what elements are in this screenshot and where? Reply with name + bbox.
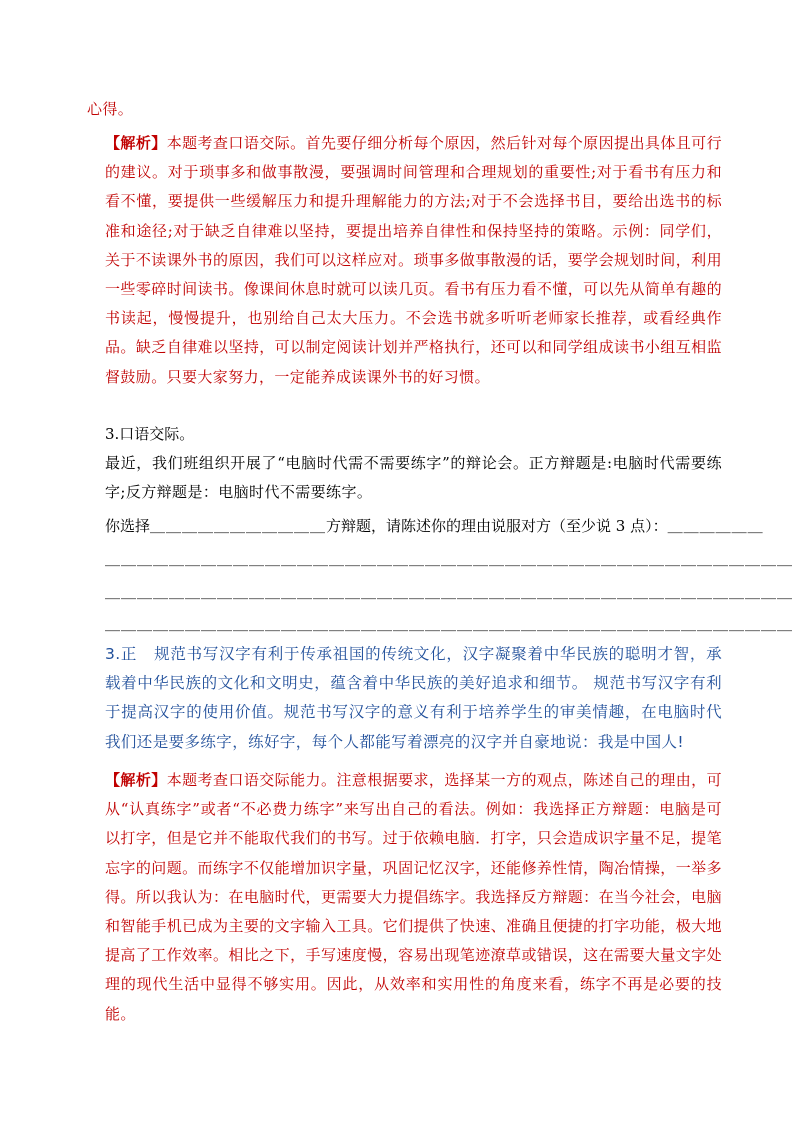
answer-number: 3.正 bbox=[105, 645, 138, 663]
answer-paragraph bbox=[105, 640, 722, 757]
analysis-paragraph-1 bbox=[105, 129, 722, 392]
analysis-paragraph-2 bbox=[105, 766, 722, 1029]
question-paragraph bbox=[105, 449, 722, 507]
analysis-tag-2: 【解析】 bbox=[105, 771, 167, 789]
analysis-text-2: 本题考查口语交际能力。注意根据要求，选择某一方的观点，陈述自己的理由，可从“认真练字”或者“不必费力练字”来写出自己的看法。例如：我选择正方辩题：电脑是可以打字，但是它并不能取代我们的书写。过于依赖电脑．打字，只会造成识字量不足，提笔忘字的问题。而练字不仅能增加识字量，巩固记忆汉字，还能修养性情，陶冶情操，一举多得。所以我认为：在电脑时代，更需要大力提倡练字。我选择反方辩题：在当今社会，电脑和智能手机已成为主要的文字输入工具。它们提供了快速、准确且便捷的打字功能，极大地提高了工作效率。相比之下，手写速度慢，容易出现笔迹潦草或错误，这在需要大量文字处理的现代生活中显得不够实用。因此，从效率和实用性的角度来看，练字不再是必要的技能。 bbox=[105, 771, 722, 1023]
prompt-text-b: 方辩题，请陈述你的理由说服对方（至少说 3 点）： bbox=[326, 517, 668, 535]
answer-fill-line-2[interactable]: ＿＿＿＿＿＿＿＿＿＿＿＿＿＿＿＿＿＿＿＿＿＿＿＿＿＿＿＿＿＿＿＿＿＿＿＿＿＿＿＿＿＿＿ bbox=[105, 583, 794, 601]
analysis-text: 本题考查口语交际。首先要仔细分析每个原因，然后针对每个原因提出具体且可行的建议。对于琐事多和做事散漫，要强调时间管理和合理规划的重要性;对于看书有压力和看不懂，要提供一些缓解压力和提升理解能力的方法;对于不会选择书目，要给出选书的标准和途径;对于缺乏自律难以坚持，要提出培养自律性和保持坚持的策略。示例：同学们，关于不读课外书的原因，我们可以这样应对。琐事多做事散漫的话，要学会规划时间，利用一些零碎时间读书。像课间休息时就可以读几页。看书有压力看不懂，可以先从简单有趣的书读起，慢慢提升，也别给自己太大压力。不会选书就多听听老师家长推荐，或看经典作品。缺乏自律难以坚持，可以制定阅读计划并严格执行，还可以和同学组成读书小组互相监督鼓励。只要大家努力，一定能养成读课外书的好习惯。 bbox=[105, 134, 722, 386]
answer-fill-line-3[interactable]: ＿＿＿＿＿＿＿＿＿＿＿＿＿＿＿＿＿＿＿＿＿＿＿＿＿＿＿＿＿＿＿＿＿＿＿＿＿＿＿＿＿＿＿ bbox=[105, 615, 794, 633]
analysis-tag: 【解析】 bbox=[105, 134, 167, 152]
prompt-text-a: 你选择 bbox=[105, 517, 151, 535]
answer-fill-line-1[interactable]: ＿＿＿＿＿＿＿＿＿＿＿＿＿＿＿＿＿＿＿＿＿＿＿＿＿＿＿＿＿＿＿＿＿＿＿＿＿＿＿＿＿＿＿ bbox=[105, 550, 794, 568]
question-number: 3.口语交际。 bbox=[105, 425, 195, 443]
answer-text: 规范书写汉字有利于传承祖国的传统文化，汉字凝聚着中华民族的聪明才智，承载着中华民族的文化和文明史，蕴含着中华民族的美好追求和细节。 规范书写汉字有利于提高汉字的使用价值。规范书写汉字的意义有利于培养学生的审美情趣，在电脑时代我们还是要多练字，练好字，每个人都能写着漂亮的汉字并自豪地说：我是中国人! bbox=[105, 645, 722, 751]
question-prompt bbox=[105, 514, 764, 538]
question-text: 最近，我们班组织开展了“电脑时代需不需要练字”的辩论会。正方辩题是:电脑时代需要练字;反方辩题是：电脑时代不需要练字。 bbox=[105, 454, 722, 502]
answer-blank-end[interactable]: ＿＿＿＿＿＿ bbox=[667, 517, 764, 535]
answer-blank-side[interactable]: ＿＿＿＿＿＿＿＿＿＿＿ bbox=[150, 517, 327, 535]
carry-over-line: 心得。 bbox=[87, 100, 134, 118]
carry-over-text bbox=[87, 95, 722, 124]
